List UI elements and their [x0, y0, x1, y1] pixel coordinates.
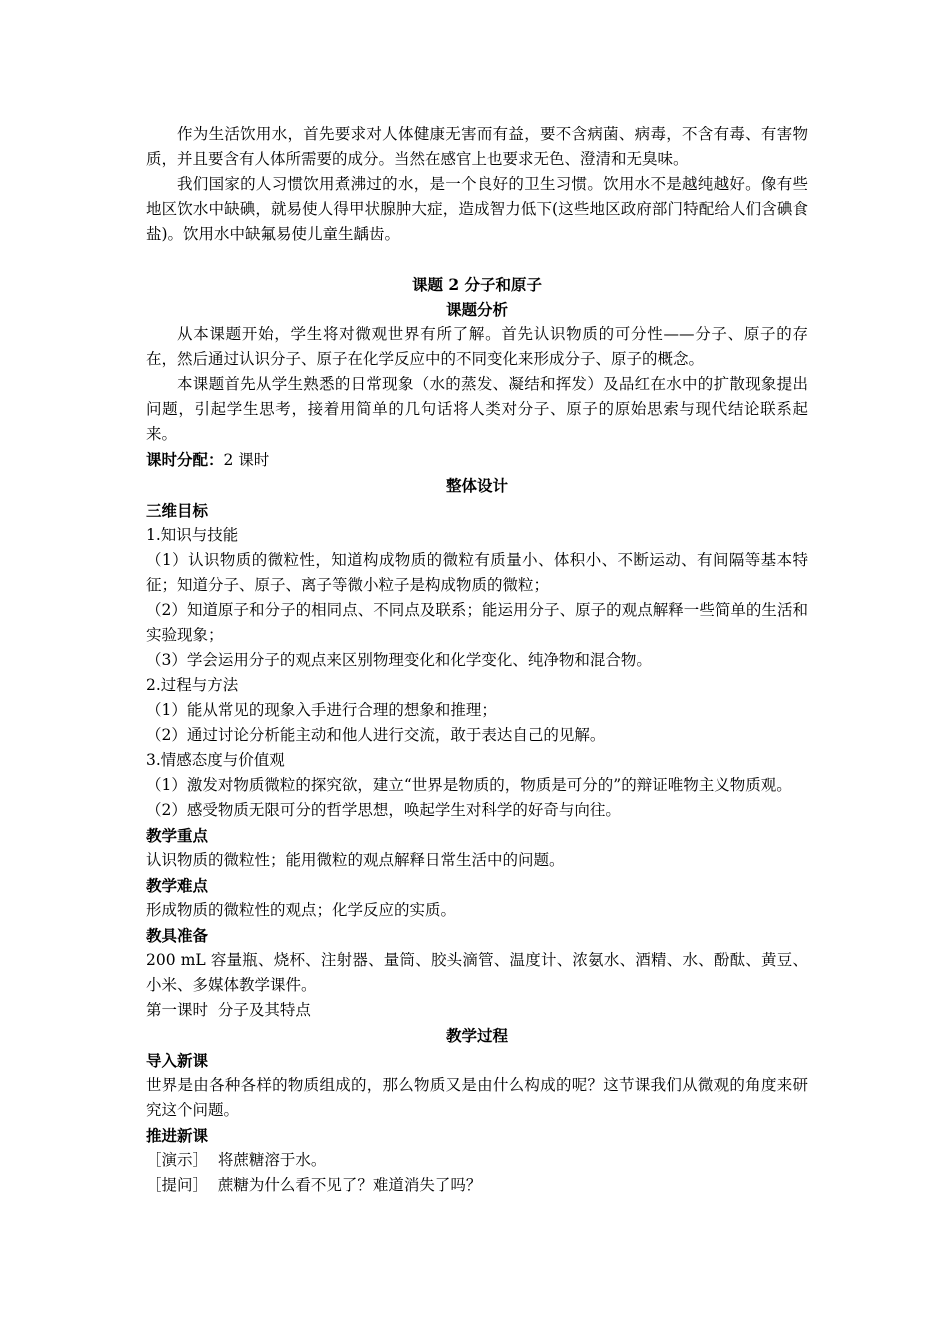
goal1-item: （3）学会运用分子的观点来区别物理变化和化学变化、纯净物和混合物。 — [146, 651, 652, 669]
spacer — [146, 247, 808, 272]
goal2-title: 2.过程与方法 — [146, 676, 239, 694]
demo-line: ［演示］ 将蔗糖溶于水。 — [146, 1151, 327, 1169]
intro-heading: 导入新课 — [146, 1051, 209, 1070]
question-line: ［提问］ 蔗糖为什么看不见了？难道消失了吗？ — [146, 1176, 482, 1194]
goal3-item: （2）感受物质无限可分的哲学思想，唤起学生对科学的好奇与向往。 — [146, 801, 621, 819]
analysis-heading: 课题分析 — [445, 300, 508, 319]
document-page — [146, 122, 808, 1198]
lesson-title: 课题 2 分子和原子 — [411, 275, 543, 294]
difficulty-text: 形成物质的微粒性的观点；化学反应的实质。 — [146, 901, 457, 919]
hours-line — [146, 447, 808, 473]
process-heading: 教学过程 — [445, 1026, 508, 1045]
focus-text: 认识物质的微粒性；能用微粒的观点解释日常生活中的问题。 — [146, 851, 565, 869]
analysis-paragraph-2: 本课题首先从学生熟悉的日常现象（水的蒸发、凝结和挥发）及品红在水中的扩散现象提出问题，引起学生思考，接着用简单的几句话将人类对分子、原子的原始思索与现代结论联系起来。 — [146, 375, 808, 443]
intro-text: 世界是由各种各样的物质组成的，那么物质又是由什么构成的呢？这节课我们从微观的角度来研究这个问题。 — [146, 1076, 808, 1119]
goal1-item: （2）知道原子和分子的相同点、不同点及联系；能运用分子、原子的观点解释一些简单的生活和实验现象； — [146, 601, 808, 644]
goal3-item: （1）激发对物质微粒的探究欲，建立“世界是物质的，物质是可分的”的辩证唯物主义物质观。 — [146, 776, 792, 794]
intro-paragraph-2: 我们国家的人习惯饮用煮沸过的水，是一个良好的卫生习惯。饮用水不是越纯越好。像有些地区饮水中缺碘，就易使人得甲状腺肿大症，造成智力低下(这些地区政府部门特配给人们含碘食盐)。饮用水中缺氟易使儿童生龋齿。 — [146, 175, 808, 243]
hours-value: 2 课时 — [223, 451, 270, 469]
goal3-title: 3.情感态度与价值观 — [146, 751, 285, 769]
goal1-title: 1.知识与技能 — [146, 526, 239, 544]
goal1-item: （1）认识物质的微粒性，知道构成物质的微粒有质量小、体积小、不断运动、有间隔等基本特征；知道分子、原子、离子等微小粒子是构成物质的微粒； — [146, 551, 808, 594]
goal2-item: （1）能从常见的现象入手进行合理的想象和推理； — [146, 701, 497, 719]
difficulty-heading: 教学难点 — [146, 876, 209, 895]
first-class-line: 第一课时 分子及其特点 — [146, 1001, 311, 1019]
focus-heading: 教学重点 — [146, 826, 209, 845]
advance-heading: 推进新课 — [146, 1126, 209, 1145]
materials-heading: 教具准备 — [146, 926, 209, 945]
goals-heading: 三维目标 — [146, 501, 209, 520]
hours-label: 课时分配： — [146, 450, 224, 469]
intro-paragraph-1: 作为生活饮用水，首先要求对人体健康无害而有益，要不含病菌、病毒，不含有毒、有害物质，并且要含有人体所需要的成分。当然在感官上也要求无色、澄清和无臭味。 — [146, 125, 808, 168]
goal2-item: （2）通过讨论分析能主动和他人进行交流，敢于表达自己的见解。 — [146, 726, 606, 744]
analysis-paragraph-1: 从本课题开始，学生将对微观世界有所了解。首先认识物质的可分性——分子、原子的存在，然后通过认识分子、原子在化学反应中的不同变化来形成分子、原子的概念。 — [146, 325, 808, 368]
design-heading: 整体设计 — [445, 476, 508, 495]
materials-text: 200 mL 容量瓶、烧杯、注射器、量筒、胶头滴管、温度计、浓氨水、酒精、水、酚酞、黄豆、小米、多媒体教学课件。 — [146, 951, 808, 994]
